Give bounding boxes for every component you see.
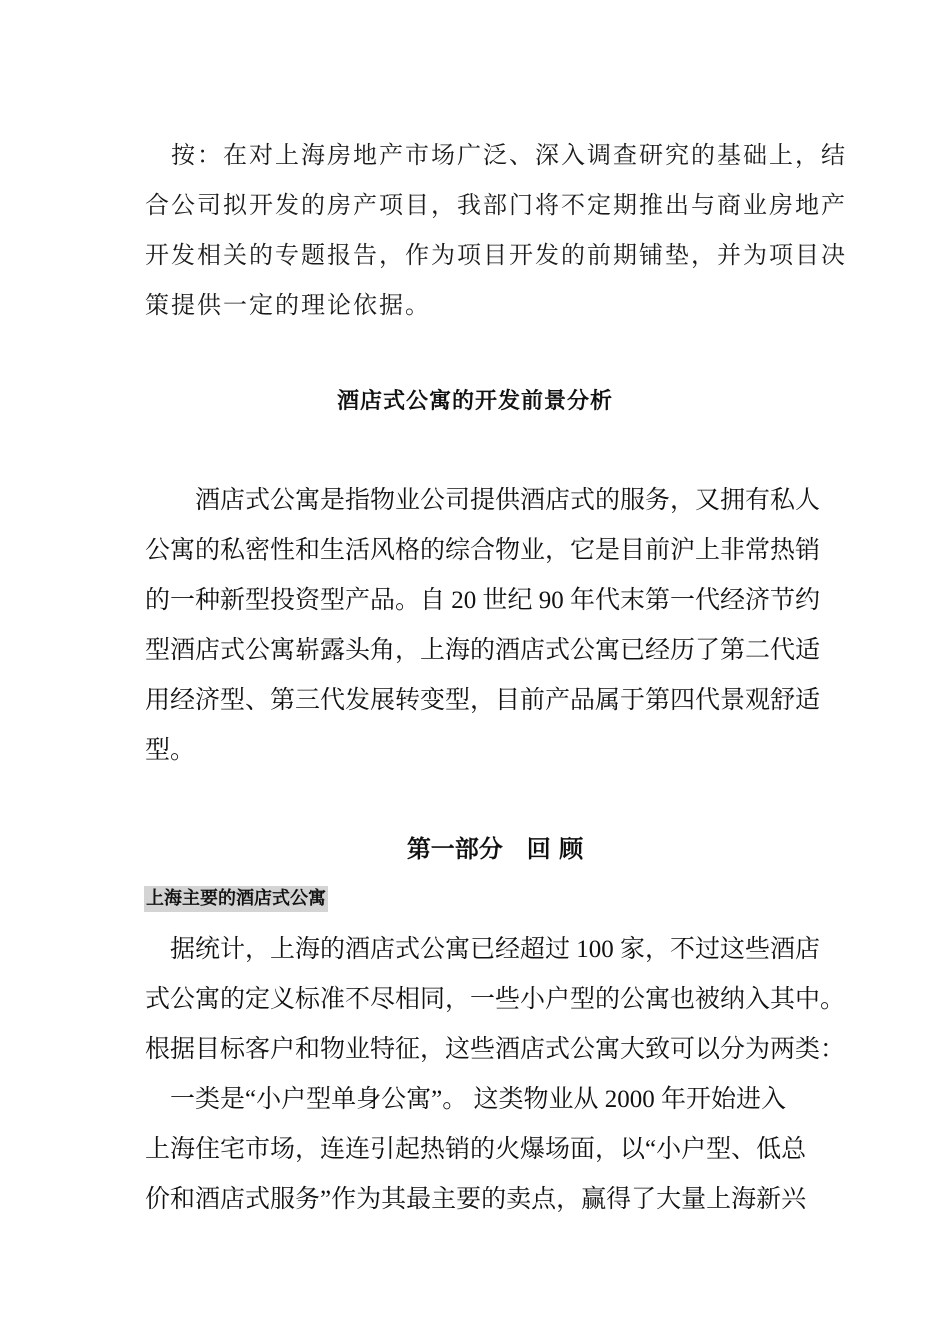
intro-note-line-3: 开发相关的专题报告，作为项目开发的前期铺垫，并为项目决 xyxy=(145,241,847,269)
overview-line-2: 公寓的私密性和生活风格的综合物业，它是目前沪上非常热销 xyxy=(145,537,821,564)
part-one-heading: 第一部分 回 顾 xyxy=(406,835,584,863)
part-one-line-5: 上海住宅市场，连连引起热销的火爆场面，以“小户型、低总 xyxy=(145,1136,807,1163)
part-one-line-6: 价和酒店式服务”作为其最主要的卖点，赢得了大量上海新兴 xyxy=(145,1186,807,1213)
overview-line-5: 用经济型、第三代发展转变型，目前产品属于第四代景观舒适 xyxy=(145,687,821,714)
part-one-line-2: 式公寓的定义标准不尽相同，一些小户型的公寓也被纳入其中。 xyxy=(145,986,846,1013)
part-one-line-4: 一类是“小户型单身公寓”。 这类物业从 2000 年开始进入 xyxy=(145,1086,786,1113)
overview-line-4: 型酒店式公寓崭露头角，上海的酒店式公寓已经历了第二代适 xyxy=(145,637,821,664)
part-one-subheading: 上海主要的酒店式公寓 xyxy=(144,886,328,912)
overview-line-6: 型。 xyxy=(145,737,196,764)
intro-note-line-1: 按：在对上海房地产市场广泛、深入调查研究的基础上，结 xyxy=(145,141,847,169)
overview-line-1: 酒店式公寓是指物业公司提供酒店式的服务，又拥有私人 xyxy=(145,487,821,514)
intro-note-line-2: 合公司拟开发的房产项目，我部门将不定期推出与商业房地产 xyxy=(145,191,847,219)
part-one-line-1: 据统计，上海的酒店式公寓已经超过 100 家，不过这些酒店 xyxy=(145,936,821,963)
intro-note-line-4: 策提供一定的理论依据。 xyxy=(145,291,431,319)
part-one-line-3: 根据目标客户和物业特征，这些酒店式公寓大致可以分为两类： xyxy=(145,1036,846,1063)
overview-line-3: 的一种新型投资型产品。自 20 世纪 90 年代末第一代经济节约 xyxy=(145,587,821,614)
document-title: 酒店式公寓的开发前景分析 xyxy=(336,388,613,414)
